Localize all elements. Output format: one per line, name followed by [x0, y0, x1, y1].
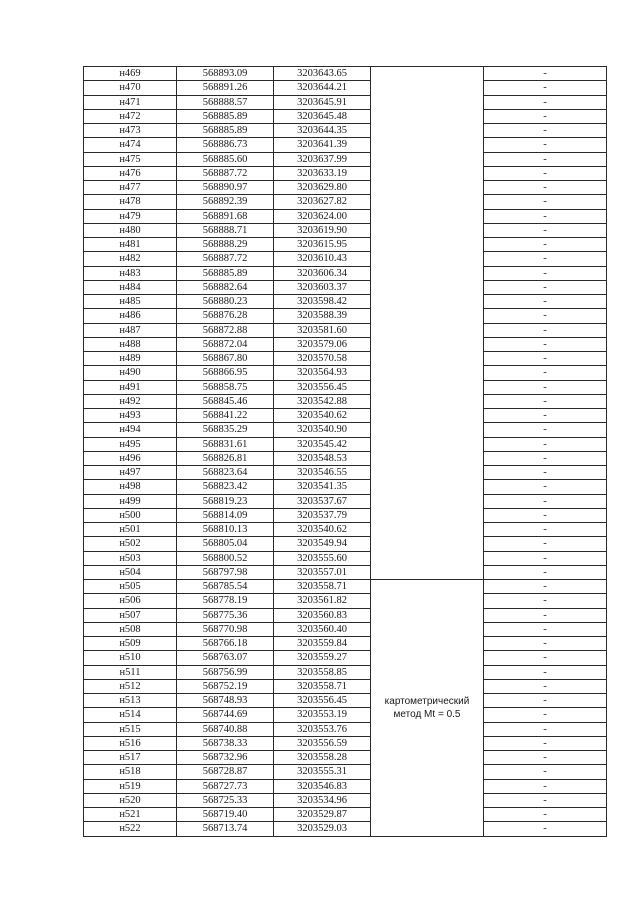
y-coordinate-cell: 3203540.90: [274, 423, 371, 437]
dash-cell: -: [484, 423, 607, 437]
y-coordinate-cell: 3203560.40: [274, 622, 371, 636]
method-cell: [371, 580, 484, 837]
y-coordinate-cell: 3203558.71: [274, 580, 371, 594]
y-coordinate-cell: 3203537.79: [274, 508, 371, 522]
x-coordinate-cell: 568893.09: [177, 67, 274, 81]
x-coordinate-cell: 568891.68: [177, 209, 274, 223]
table-row: [84, 195, 607, 209]
y-coordinate-cell: 3203581.60: [274, 323, 371, 337]
point-name-cell: н491: [84, 380, 177, 394]
x-coordinate-cell: 568885.89: [177, 266, 274, 280]
point-name-cell: н511: [84, 665, 177, 679]
point-name-cell: н495: [84, 437, 177, 451]
x-coordinate-cell: 568887.72: [177, 166, 274, 180]
y-coordinate-cell: 3203606.34: [274, 266, 371, 280]
x-coordinate-cell: 568728.87: [177, 765, 274, 779]
point-name-cell: н504: [84, 565, 177, 579]
dash-cell: -: [484, 736, 607, 750]
point-name-cell: н499: [84, 494, 177, 508]
y-coordinate-cell: 3203645.91: [274, 95, 371, 109]
table-row: [84, 138, 607, 152]
dash-cell: -: [484, 337, 607, 351]
x-coordinate-cell: 568876.28: [177, 309, 274, 323]
point-name-cell: н489: [84, 352, 177, 366]
point-name-cell: н503: [84, 551, 177, 565]
table-row: [84, 466, 607, 480]
y-coordinate-cell: 3203545.42: [274, 437, 371, 451]
table-row: [84, 594, 607, 608]
x-coordinate-cell: 568866.95: [177, 366, 274, 380]
x-coordinate-cell: 568785.54: [177, 580, 274, 594]
point-name-cell: н483: [84, 266, 177, 280]
x-coordinate-cell: 568797.98: [177, 565, 274, 579]
y-coordinate-cell: 3203548.53: [274, 451, 371, 465]
dash-cell: -: [484, 95, 607, 109]
dash-cell: -: [484, 451, 607, 465]
y-coordinate-cell: 3203615.95: [274, 238, 371, 252]
dash-cell: -: [484, 551, 607, 565]
table-row: [84, 637, 607, 651]
dash-cell: -: [484, 109, 607, 123]
point-name-cell: н484: [84, 280, 177, 294]
y-coordinate-cell: 3203534.96: [274, 793, 371, 807]
y-coordinate-cell: 3203564.93: [274, 366, 371, 380]
point-name-cell: н486: [84, 309, 177, 323]
y-coordinate-cell: 3203619.90: [274, 223, 371, 237]
table-row: [84, 352, 607, 366]
table-row: [84, 793, 607, 807]
y-coordinate-cell: 3203553.76: [274, 722, 371, 736]
x-coordinate-cell: 568885.60: [177, 152, 274, 166]
table-row: [84, 166, 607, 180]
point-name-cell: н521: [84, 808, 177, 822]
point-name-cell: н493: [84, 409, 177, 423]
x-coordinate-cell: 568888.29: [177, 238, 274, 252]
point-name-cell: н512: [84, 679, 177, 693]
point-name-cell: н518: [84, 765, 177, 779]
point-name-cell: н480: [84, 223, 177, 237]
y-coordinate-cell: 3203610.43: [274, 252, 371, 266]
dash-cell: -: [484, 637, 607, 651]
y-coordinate-cell: 3203645.48: [274, 109, 371, 123]
point-name-cell: н497: [84, 466, 177, 480]
point-name-cell: н520: [84, 793, 177, 807]
dash-cell: -: [484, 779, 607, 793]
point-name-cell: н481: [84, 238, 177, 252]
table-row: [84, 708, 607, 722]
point-name-cell: н479: [84, 209, 177, 223]
dash-cell: -: [484, 494, 607, 508]
table-row: [84, 537, 607, 551]
point-name-cell: н472: [84, 109, 177, 123]
dash-cell: -: [484, 266, 607, 280]
point-name-cell: н522: [84, 822, 177, 836]
table-row: [84, 551, 607, 565]
x-coordinate-cell: 568740.88: [177, 722, 274, 736]
table-row: [84, 124, 607, 138]
dash-cell: -: [484, 565, 607, 579]
point-name-cell: н492: [84, 394, 177, 408]
point-name-cell: н496: [84, 451, 177, 465]
x-coordinate-cell: 568826.81: [177, 451, 274, 465]
x-coordinate-cell: 568885.89: [177, 124, 274, 138]
table-row: [84, 252, 607, 266]
dash-cell: -: [484, 694, 607, 708]
point-name-cell: н516: [84, 736, 177, 750]
table-row: [84, 95, 607, 109]
dash-cell: -: [484, 252, 607, 266]
x-coordinate-cell: 568763.07: [177, 651, 274, 665]
table-row: [84, 580, 607, 594]
x-coordinate-cell: 568890.97: [177, 181, 274, 195]
dash-cell: -: [484, 409, 607, 423]
y-coordinate-cell: 3203624.00: [274, 209, 371, 223]
table-row: [84, 394, 607, 408]
table-row: [84, 779, 607, 793]
method-text-line1: картометрический: [384, 695, 470, 707]
point-name-cell: н517: [84, 751, 177, 765]
y-coordinate-cell: 3203633.19: [274, 166, 371, 180]
method-text-line2: метод Mt = 0.5: [393, 708, 461, 720]
table-row: [84, 81, 607, 95]
x-coordinate-cell: 568744.69: [177, 708, 274, 722]
y-coordinate-cell: 3203570.58: [274, 352, 371, 366]
x-coordinate-cell: 568748.93: [177, 694, 274, 708]
table-row: [84, 651, 607, 665]
y-coordinate-cell: 3203588.39: [274, 309, 371, 323]
x-coordinate-cell: 568831.61: [177, 437, 274, 451]
y-coordinate-cell: 3203529.87: [274, 808, 371, 822]
x-coordinate-cell: 568752.19: [177, 679, 274, 693]
dash-cell: -: [484, 280, 607, 294]
x-coordinate-cell: 568892.39: [177, 195, 274, 209]
x-coordinate-cell: 568872.88: [177, 323, 274, 337]
x-coordinate-cell: 568823.64: [177, 466, 274, 480]
dash-cell: -: [484, 380, 607, 394]
x-coordinate-cell: 568770.98: [177, 622, 274, 636]
dash-cell: -: [484, 523, 607, 537]
table-row: [84, 736, 607, 750]
x-coordinate-cell: 568841.22: [177, 409, 274, 423]
point-name-cell: н487: [84, 323, 177, 337]
x-coordinate-cell: 568872.04: [177, 337, 274, 351]
dash-cell: -: [484, 238, 607, 252]
x-coordinate-cell: 568814.09: [177, 508, 274, 522]
y-coordinate-cell: 3203529.03: [274, 822, 371, 836]
point-name-cell: н498: [84, 480, 177, 494]
dash-cell: -: [484, 81, 607, 95]
dash-cell: -: [484, 352, 607, 366]
y-coordinate-cell: 3203560.83: [274, 608, 371, 622]
x-coordinate-cell: 568725.33: [177, 793, 274, 807]
dash-cell: -: [484, 651, 607, 665]
method-cell-empty: [371, 67, 484, 580]
table-row: [84, 309, 607, 323]
table-row: [84, 209, 607, 223]
point-name-cell: н485: [84, 295, 177, 309]
dash-cell: -: [484, 708, 607, 722]
dash-cell: -: [484, 793, 607, 807]
table-row: [84, 109, 607, 123]
y-coordinate-cell: 3203557.01: [274, 565, 371, 579]
dash-cell: -: [484, 679, 607, 693]
table-row: [84, 523, 607, 537]
point-name-cell: н515: [84, 722, 177, 736]
y-coordinate-cell: 3203546.55: [274, 466, 371, 480]
x-coordinate-cell: 568805.04: [177, 537, 274, 551]
table-row: [84, 409, 607, 423]
point-name-cell: н510: [84, 651, 177, 665]
dash-cell: -: [484, 152, 607, 166]
x-coordinate-cell: 568738.33: [177, 736, 274, 750]
point-name-cell: н508: [84, 622, 177, 636]
dash-cell: -: [484, 67, 607, 81]
dash-cell: -: [484, 323, 607, 337]
y-coordinate-cell: 3203558.71: [274, 679, 371, 693]
point-name-cell: н476: [84, 166, 177, 180]
table-row: [84, 280, 607, 294]
point-name-cell: н473: [84, 124, 177, 138]
dash-cell: -: [484, 665, 607, 679]
point-name-cell: н471: [84, 95, 177, 109]
table-row: [84, 423, 607, 437]
y-coordinate-cell: 3203556.59: [274, 736, 371, 750]
y-coordinate-cell: 3203637.99: [274, 152, 371, 166]
x-coordinate-cell: 568858.75: [177, 380, 274, 394]
point-name-cell: н509: [84, 637, 177, 651]
dash-cell: -: [484, 622, 607, 636]
table-row: [84, 238, 607, 252]
table-row: [84, 622, 607, 636]
y-coordinate-cell: 3203546.83: [274, 779, 371, 793]
x-coordinate-cell: 568727.73: [177, 779, 274, 793]
x-coordinate-cell: 568766.18: [177, 637, 274, 651]
table-row: [84, 608, 607, 622]
y-coordinate-cell: 3203537.67: [274, 494, 371, 508]
dash-cell: -: [484, 765, 607, 779]
table-row: [84, 679, 607, 693]
dash-cell: -: [484, 608, 607, 622]
point-name-cell: н514: [84, 708, 177, 722]
point-name-cell: н494: [84, 423, 177, 437]
table-row: [84, 337, 607, 351]
y-coordinate-cell: 3203644.35: [274, 124, 371, 138]
point-name-cell: н478: [84, 195, 177, 209]
x-coordinate-cell: 568880.23: [177, 295, 274, 309]
y-coordinate-cell: 3203643.65: [274, 67, 371, 81]
y-coordinate-cell: 3203627.82: [274, 195, 371, 209]
table-row: [84, 722, 607, 736]
dash-cell: -: [484, 480, 607, 494]
y-coordinate-cell: 3203644.21: [274, 81, 371, 95]
x-coordinate-cell: 568778.19: [177, 594, 274, 608]
y-coordinate-cell: 3203579.06: [274, 337, 371, 351]
table-row: [84, 808, 607, 822]
point-name-cell: н488: [84, 337, 177, 351]
dash-cell: -: [484, 124, 607, 138]
point-name-cell: н501: [84, 523, 177, 537]
table-row: [84, 380, 607, 394]
dash-cell: -: [484, 537, 607, 551]
y-coordinate-cell: 3203549.94: [274, 537, 371, 551]
x-coordinate-cell: 568888.57: [177, 95, 274, 109]
dash-cell: -: [484, 195, 607, 209]
dash-cell: -: [484, 295, 607, 309]
y-coordinate-cell: 3203540.62: [274, 523, 371, 537]
dash-cell: -: [484, 166, 607, 180]
dash-cell: -: [484, 181, 607, 195]
x-coordinate-cell: 568732.96: [177, 751, 274, 765]
y-coordinate-cell: 3203629.80: [274, 181, 371, 195]
table-row: [84, 694, 607, 708]
table-row: [84, 665, 607, 679]
point-name-cell: н474: [84, 138, 177, 152]
y-coordinate-cell: 3203556.45: [274, 694, 371, 708]
x-coordinate-cell: 568775.36: [177, 608, 274, 622]
y-coordinate-cell: 3203559.84: [274, 637, 371, 651]
point-name-cell: н477: [84, 181, 177, 195]
y-coordinate-cell: 3203542.88: [274, 394, 371, 408]
dash-cell: -: [484, 508, 607, 522]
point-name-cell: н507: [84, 608, 177, 622]
y-coordinate-cell: 3203603.37: [274, 280, 371, 294]
table-row: [84, 480, 607, 494]
table-row: [84, 323, 607, 337]
x-coordinate-cell: 568756.99: [177, 665, 274, 679]
dash-cell: -: [484, 722, 607, 736]
x-coordinate-cell: 568835.29: [177, 423, 274, 437]
table-row: [84, 152, 607, 166]
point-name-cell: н500: [84, 508, 177, 522]
x-coordinate-cell: 568823.42: [177, 480, 274, 494]
x-coordinate-cell: 568810.13: [177, 523, 274, 537]
point-name-cell: н502: [84, 537, 177, 551]
x-coordinate-cell: 568845.46: [177, 394, 274, 408]
y-coordinate-cell: 3203555.60: [274, 551, 371, 565]
x-coordinate-cell: 568885.89: [177, 109, 274, 123]
y-coordinate-cell: 3203556.45: [274, 380, 371, 394]
x-coordinate-cell: 568888.71: [177, 223, 274, 237]
table-row: [84, 494, 607, 508]
x-coordinate-cell: 568719.40: [177, 808, 274, 822]
point-name-cell: н469: [84, 67, 177, 81]
dash-cell: -: [484, 594, 607, 608]
x-coordinate-cell: 568819.23: [177, 494, 274, 508]
dash-cell: -: [484, 466, 607, 480]
table-row: [84, 266, 607, 280]
y-coordinate-cell: 3203558.85: [274, 665, 371, 679]
dash-cell: -: [484, 309, 607, 323]
y-coordinate-cell: 3203558.28: [274, 751, 371, 765]
point-name-cell: н490: [84, 366, 177, 380]
table-row: [84, 765, 607, 779]
table-row: [84, 565, 607, 579]
point-name-cell: н519: [84, 779, 177, 793]
x-coordinate-cell: 568887.72: [177, 252, 274, 266]
y-coordinate-cell: 3203541.35: [274, 480, 371, 494]
point-name-cell: н475: [84, 152, 177, 166]
dash-cell: -: [484, 751, 607, 765]
table-row: [84, 295, 607, 309]
dash-cell: -: [484, 808, 607, 822]
dash-cell: -: [484, 138, 607, 152]
table-row: [84, 366, 607, 380]
point-name-cell: н513: [84, 694, 177, 708]
point-name-cell: н470: [84, 81, 177, 95]
y-coordinate-cell: 3203540.62: [274, 409, 371, 423]
dash-cell: -: [484, 209, 607, 223]
coordinates-table-body: [84, 67, 607, 837]
coordinates-table: [83, 66, 607, 837]
dash-cell: -: [484, 366, 607, 380]
x-coordinate-cell: 568800.52: [177, 551, 274, 565]
dash-cell: -: [484, 822, 607, 836]
table-row: [84, 508, 607, 522]
table-row: [84, 181, 607, 195]
y-coordinate-cell: 3203598.42: [274, 295, 371, 309]
table-row: [84, 451, 607, 465]
table-row: [84, 437, 607, 451]
y-coordinate-cell: 3203555.31: [274, 765, 371, 779]
x-coordinate-cell: 568713.74: [177, 822, 274, 836]
dash-cell: -: [484, 223, 607, 237]
dash-cell: -: [484, 394, 607, 408]
dash-cell: -: [484, 580, 607, 594]
dash-cell: -: [484, 437, 607, 451]
table-row: [84, 67, 607, 81]
y-coordinate-cell: 3203559.27: [274, 651, 371, 665]
x-coordinate-cell: 568886.73: [177, 138, 274, 152]
table-row: [84, 751, 607, 765]
y-coordinate-cell: 3203553.19: [274, 708, 371, 722]
y-coordinate-cell: 3203641.39: [274, 138, 371, 152]
point-name-cell: н506: [84, 594, 177, 608]
point-name-cell: н505: [84, 580, 177, 594]
y-coordinate-cell: 3203561.82: [274, 594, 371, 608]
x-coordinate-cell: 568891.26: [177, 81, 274, 95]
x-coordinate-cell: 568867.80: [177, 352, 274, 366]
table-row: [84, 223, 607, 237]
table-row: [84, 822, 607, 836]
point-name-cell: н482: [84, 252, 177, 266]
x-coordinate-cell: 568882.64: [177, 280, 274, 294]
